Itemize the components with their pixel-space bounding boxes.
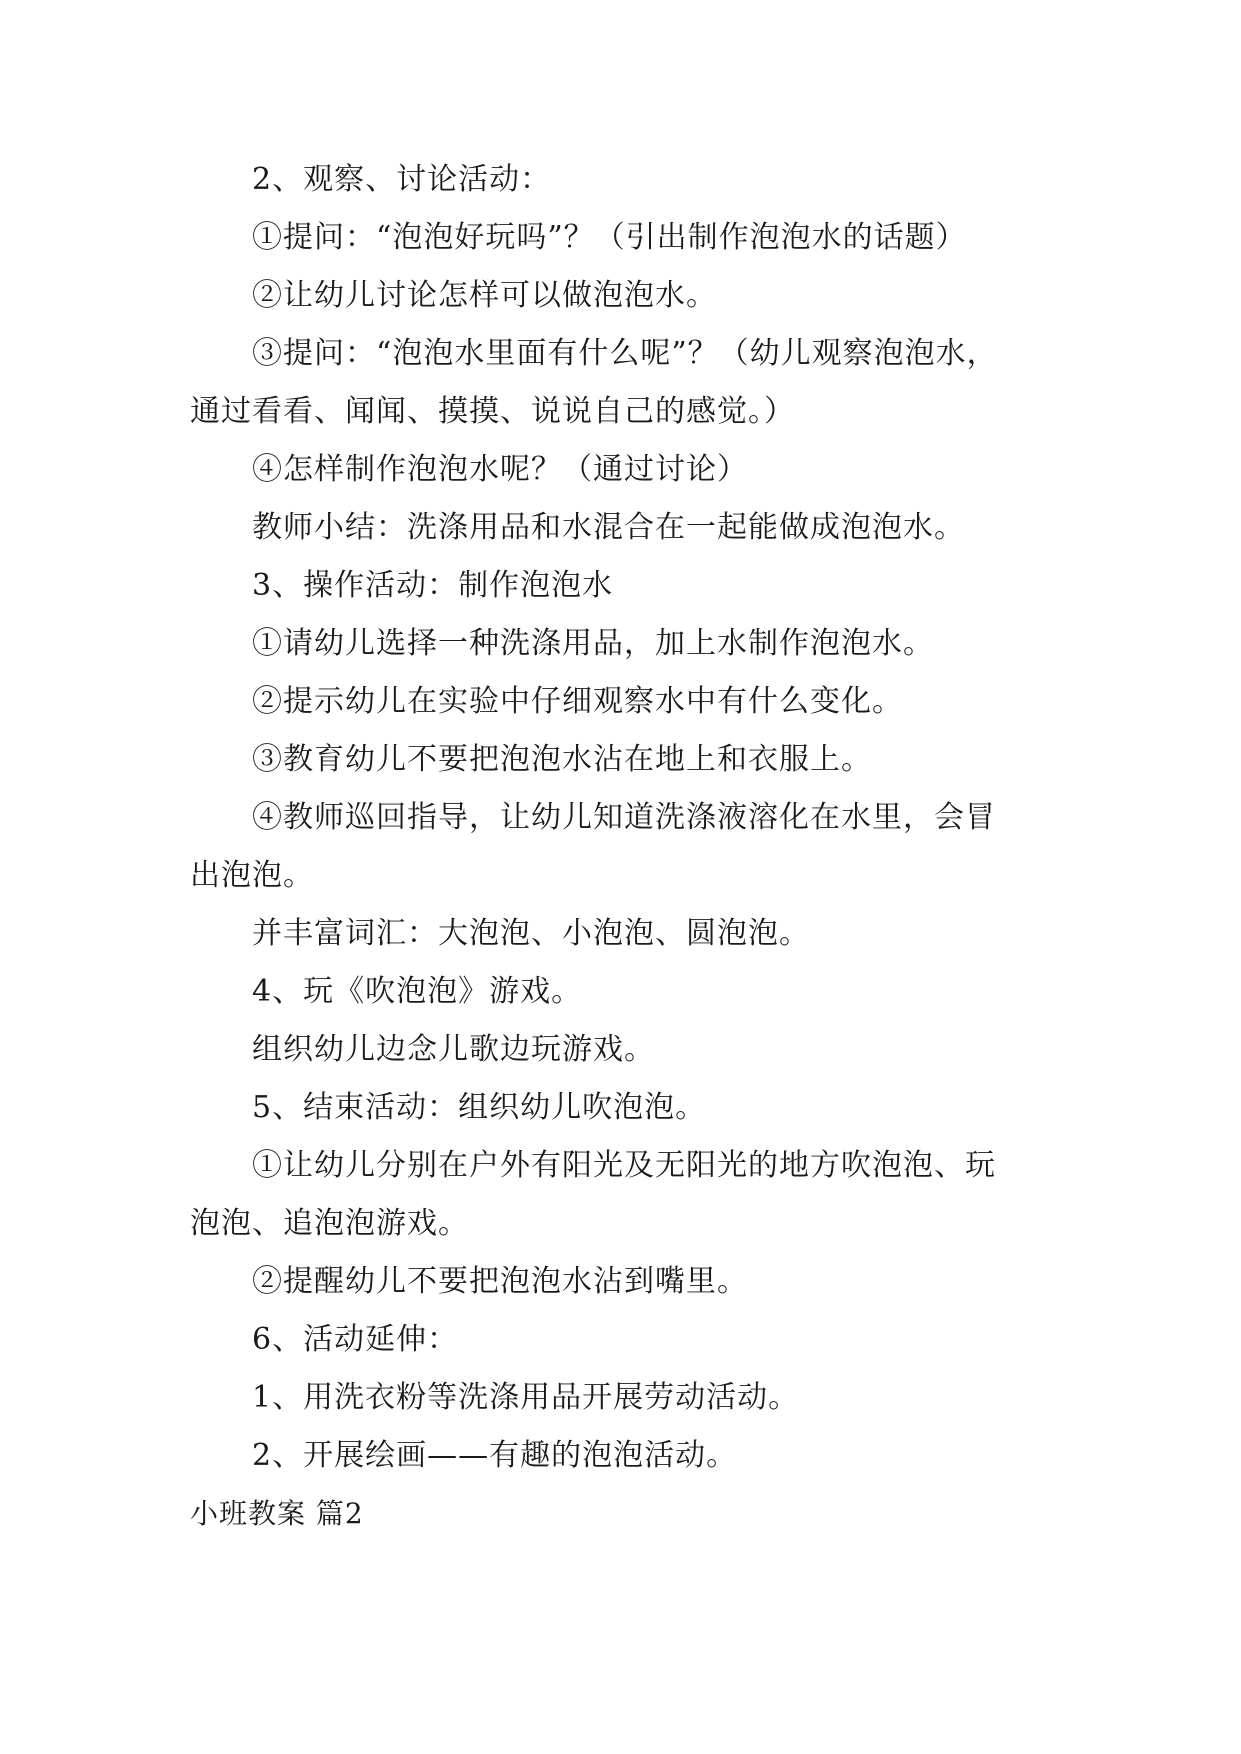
text-line: 泡泡、追泡泡游戏。 [190,1206,469,1241]
text-line: 组织幼儿边念儿歌边玩游戏。 [252,1032,655,1067]
text-line: ④教师巡回指导，让幼儿知道洗涤液溶化在水里，会冒 [252,800,996,835]
text-line: ②让幼儿讨论怎样可以做泡泡水。 [252,278,717,313]
text-line: 通过看看、闻闻、摸摸、说说自己的感觉。） [190,394,795,429]
text-line: 1、用洗衣粉等洗涤用品开展劳动活动。 [252,1380,800,1415]
text-line: ①让幼儿分别在户外有阳光及无阳光的地方吹泡泡、玩 [252,1148,996,1183]
text-line: 2、观察、讨论活动： [252,162,552,197]
text-line: 4、玩《吹泡泡》游戏。 [252,974,583,1009]
text-line: 教师小结：洗涤用品和水混合在一起能做成泡泡水。 [252,510,965,545]
section-title: 小班教案 篇2 [190,1497,364,1530]
text-line: 6、活动延伸： [252,1322,459,1357]
text-line: 并丰富词汇：大泡泡、小泡泡、圆泡泡。 [252,916,810,951]
text-line: 2、开展绘画——有趣的泡泡活动。 [252,1438,738,1473]
text-line: ①提问：“泡泡好玩吗”？（引出制作泡泡水的话题） [252,220,967,255]
text-line: ③教育幼儿不要把泡泡水沾在地上和衣服上。 [252,742,872,777]
text-line: 出泡泡。 [190,858,314,893]
text-line: ③提问：“泡泡水里面有什么呢”？（幼儿观察泡泡水， [252,336,998,371]
text-line: 3、操作活动：制作泡泡水 [252,568,614,603]
text-line: ②提醒幼儿不要把泡泡水沾到嘴里。 [252,1264,748,1299]
text-line: 5、结束活动：组织幼儿吹泡泡。 [252,1090,707,1125]
text-line: ④怎样制作泡泡水呢？（通过讨论） [252,452,748,487]
text-line: ①请幼儿选择一种洗涤用品，加上水制作泡泡水。 [252,626,934,661]
text-line: ②提示幼儿在实验中仔细观察水中有什么变化。 [252,684,903,719]
